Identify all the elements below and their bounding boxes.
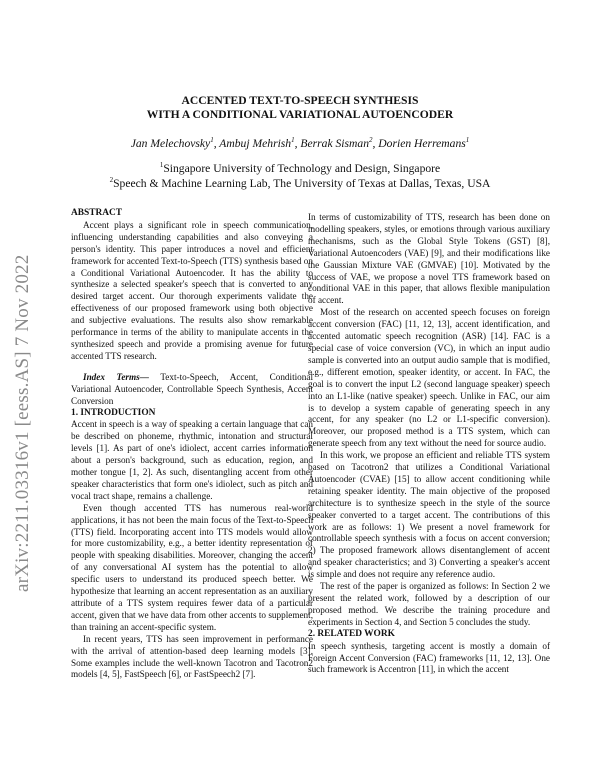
related-paragraph-1: In speech synthesis, targeting accent is mostly a domain of Foreign Accent Conversion (FAC) frameworks [11, 12, 13]. One such framework is Accentron [11], in which the accent	[308, 640, 550, 675]
related-work-heading: 2. RELATED WORK	[308, 628, 395, 639]
title-line-1: ACCENTED TEXT-TO-SPEECH SYNTHESIS	[181, 94, 419, 107]
abstract-text: Accent plays a significant role in speech communication, influencing understanding capabilities and also conveying a person's identity. This paper introduces a novel and efficient framework for accented Text-to-Speech (TTS) synthesis based on a Conditional Variational Autoencoder. It has the ability to synthesize a selected speaker's speech that is converted to any desired target accent. Our thorough experiments validate the effectiveness of our proposed framework using both objective and subjective evaluations. The results also show remarkable performance in terms of the ability to manipulate accents in the synthesized speech and provide a promising avenue for future accented TTS research.	[71, 219, 313, 361]
author-3: Berrak Sisman$^2$,	[300, 136, 379, 150]
right-column	[308, 212, 550, 676]
author-2: Ambuj Mehrish$^1$,	[219, 136, 301, 150]
author-4: Dorien Herremans$^1$	[378, 136, 470, 150]
paper-title	[0, 94, 600, 122]
intro-paragraph-2: Even though accented TTS has numerous real-world applications, it has not been the main focus of the Text-to-Speech (TTS) field. Incorporating accent into TTS models would allow for more customizability, e.g., a better identity representation of people with speaking disabilities. Moreover, changing the accent of any conversational AI system has the potential to allow specific users to understand its produced speech better. We hypothesize that learning an accent representation as an auxiliary attribute of a TTS system requires fewer data of a particular accent, given that we have data from other accents to supplement, than training an accent-specific system.	[71, 502, 313, 632]
index-terms	[71, 372, 313, 408]
affiliation-2: $^2$Speech & Machine Learning Lab, The University of Texas at Dallas, Texas, USA	[109, 176, 491, 190]
intro-paragraph-1: Accent in speech is a way of speaking a certain language that can be described on phoneme, rhythmic, intonation and structural levels [1]. As part of one's idiolect, accent carries information about a person's background, such as education, region, and mother tongue [1, 2]. As such, disentangling accent from other speaker characteristics that form one's idiolect, such as pitch and vocal tract shape, remains a challenge.	[71, 419, 313, 501]
arxiv-stamp: arXiv:2211.03316v1 [eess.AS] 7 Nov 2022	[12, 254, 33, 592]
right-paragraph-4: The rest of the paper is organized as follows: In Section 2 we present the related work, followed by a description of our proposed method. We describe the training procedure and experiments in Section 4, and Section 5 concludes the study.	[308, 581, 550, 627]
right-paragraph-3: In this work, we propose an efficient and reliable TTS system based on Tacotron2 that utilizes a Conditional Variational Autoencoder (CVAE) [15] to allow accent conditioning while retaining speaker identity. The main objective of the proposed architecture is to synthesize speech in the style of the source speaker converted to a target accent. The contributions of this work are as follows: 1) We present a novel framework for controllable speech synthesis with a focus on accent conversion; 2) The proposed framework allows disentanglement of accent and speaker characteristics; and 3) Converting a speaker's accent is simple and does not require any reference audio.	[308, 450, 550, 580]
introduction-heading: 1. INTRODUCTION	[71, 407, 156, 418]
right-paragraph-1: In terms of customizability of TTS, research has been done on modelling speakers, styles, or emotions through various auxiliary mechanisms, such as the Global Style Tokens (GST) [8], Variational Autoencoders (VAE) [9], and their modifications like the Gaussian Mixture VAE (GMVAE) [10]. Motivated by the success of VAE, we propose a novel TTS framework based on conditional VAE in this paper, that allows flexible manipulation of accent.	[308, 212, 550, 306]
intro-paragraph-3: In recent years, TTS has seen improvement in performance with the arrival of attention-based deep learning models [3]. Some examples include the well-known Tacotron and Tacotron2 models [4, 5], FastSpeech [6], or FastSpeech2 [7].	[71, 633, 313, 680]
right-paragraph-2: Most of the research on accented speech focuses on foreign accent conversion (FAC) [11, 12, 13], accent identification, and accented automatic speech recognition (ASR) [14]. FAC is a special case of voice conversion (VC), in which an input audio sample is converted into an output audio sample that is modified, e.g., different emotion, speaker identity, or accent. In FAC, the goal is to convert the input L2 (second language speaker) speech into an L1-like (native speaker) speech. Unlike in FAC, our aim is to develop a system capable of generating speech in any accent, for any speaker (no L2 or L1-specific conversion). Moreover, our proposed method is a TTS system, which can generate speech from any text without the need for source audio.	[308, 307, 550, 449]
index-terms-text: Text-to-Speech, Accent, Conditional Variational Autoencoder, Controllable Speech Synthesis, Accent Conversion	[71, 371, 314, 406]
author-list	[0, 137, 600, 150]
affiliations	[0, 161, 600, 191]
affiliation-1: $^1$Singapore University of Technology and Design, Singapore	[159, 161, 441, 175]
author-1: Jan Melechovsky$^1$,	[130, 136, 220, 150]
index-terms-label: Index Terms—	[83, 371, 149, 382]
title-line-2: WITH A CONDITIONAL VARIATIONAL AUTOENCODER	[146, 108, 454, 121]
left-column	[71, 208, 313, 681]
abstract-heading: ABSTRACT	[71, 208, 123, 218]
